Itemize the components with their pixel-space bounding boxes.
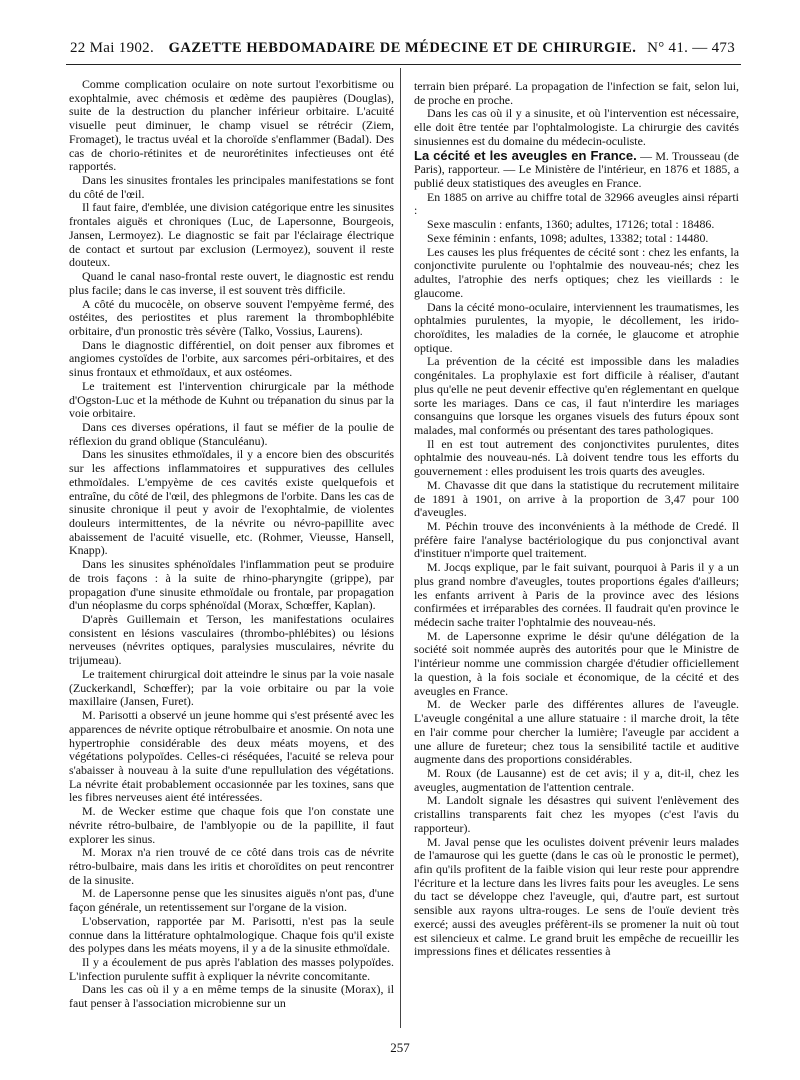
paragraph: M. de Lapersonne pense que les sinusites aiguës n'ont pas, d'une façon générale, un retentissement sur l'organe de la vision. xyxy=(69,886,394,915)
paragraph: M. de Wecker estime que chaque fois que l'on constate une névrite rétro-bulbaire, de l'amblyopie ou de la papillite, il faut explorer les sinus. xyxy=(69,804,394,846)
left-column xyxy=(69,78,394,1011)
paragraph: Les causes les plus fréquentes de cécité sont : chez les enfants, la conjonctivite purulente ou l'ophtalmie des nouveau-nés; chez les adultes, l'atrophie des nerfs optiques; chez les vieillards : le glaucome. xyxy=(414,244,739,300)
paragraph: Il en est tout autrement des conjonctivites purulentes, dites ophtalmie des nouveau-nés. Là doivent tendre tous les efforts du gouvernement : elles produisent les trois quarts des aveugles. xyxy=(414,436,739,479)
paragraph: Sexe masculin : enfants, 1360; adultes, 17126; total : 18486. xyxy=(427,217,715,232)
paragraph: M. Roux (de Lausanne) est de cet avis; il y a, dit-il, chez les aveugles, augmentation de l'attention centrale. xyxy=(414,765,739,794)
header-issue-number: N° 41. — 473 xyxy=(647,40,735,56)
paragraph: M. de Wecker parle des différentes allures de l'aveugle. L'aveugle congénital a une allure statuaire : il marche droit, la tête en l'air comme pour chercher la lumière; l'aveugle par accident a une allure de fureteur; chez tous la sensibilité tactile et auditive augmente dans des proportions considérables. xyxy=(414,697,739,767)
page-number: 257 xyxy=(390,1040,410,1055)
paragraph: Il faut faire, d'emblée, une division catégorique entre les sinusites frontales aiguës et chroniques (Luc, de Lapersonne, Bourgeois, Jansen, Lermoyez). Le diagnostic se fait par l'éclairage électrique de contact et surtout par exclusion (Lermoyez), souvent il reste douteux. xyxy=(69,200,394,270)
paragraph: Le traitement est l'intervention chirurgicale par la méthode d'Ogston-Luc et la méthode de Kuhnt ou trépanation du sinus par la voie orbitaire. xyxy=(69,378,394,421)
paragraph: Dans les cas où il y a sinusite, et où l'intervention est nécessaire, elle doit être tentée par l'ophtalmologiste. La chirurgie des cavités sinusiennes est du domaine du médecin-oculiste. xyxy=(414,106,739,148)
paragraph: En 1885 on arrive au chiffre total de 32966 aveugles ainsi réparti : xyxy=(414,189,739,218)
paragraph: Comme complication oculaire on note surtout l'exorbitisme ou exophtalmie, avec chémosis et œdème des paupières (Douglas), suite de la destruction du plancher inférieur orbitaire. L'acuité visuelle peut diminuer, le champ visuel se rétrécir (Ziem, Fromaget), le tractus uvéal et la choroïde s'enflammer (Badal). Des cas de chorio-rétinites et de neurorétinites infectieuses ont été rapportés. xyxy=(69,77,394,174)
header-journal-title: GAZETTE HEBDOMADAIRE DE MÉDECINE ET DE CHIRURGIE. xyxy=(168,40,637,56)
paragraph: Dans les sinusites sphénoïdales l'inflammation peut se produire de trois façons : à la suite de rhino-pharyngite (grippe), par propagation d'une sinusite ethmoïdale ou frontale, par propagation d'un néoplasme du corps sphénoïdal (Morax, Schœffer, Kaplan). xyxy=(69,557,394,613)
section-title: La cécité et les aveugles en France. xyxy=(414,147,637,163)
paragraph: Sexe féminin : enfants, 1098; adultes, 13382; total : 14480. xyxy=(427,230,709,245)
paragraph: L'observation, rapportée par M. Parisotti, n'est pas la seule connue dans la littérature ophtalmologique. Chaque fois qu'il existe des polypes dans les méats moyens, il y a de la sinusite ethmoïdale. xyxy=(69,913,394,956)
paragraph: terrain bien préparé. La propagation de l'infection se fait, selon lui, de proche en proche. xyxy=(414,79,739,107)
paragraph: M. Chavasse dit que dans la statistique du recrutement militaire de 1891 à 1901, on arrive à la proportion de 3,47 pour 100 d'aveugles. xyxy=(414,477,739,520)
paragraph: D'après Guillemain et Terson, les manifestations oculaires consistent en lésions vasculaires (thrombo-phlébites) ou lésions nerveuses (névrites optiques, paralysies musculaires, névrite du trijumeau). xyxy=(69,612,394,668)
paragraph: Le traitement chirurgical doit atteindre le sinus par la voie nasale (Zuckerkandl, Schœffer); par la voie orbitaire ou par la voie maxillaire (Jansen, Furet). xyxy=(69,666,394,709)
paragraph: Dans le diagnostic différentiel, on doit penser aux fibromes et angiomes cystoïdes de l'orbite, aux sarcomes péri-orbitaires, et des sinus frontaux et ethmoïdaux, et aux ostéomes. xyxy=(69,337,394,380)
paragraph: M. Péchin trouve des inconvénients à la méthode de Credé. Il préfère faire l'analyse bactériologique du pus conjonctival avant d'instituer n'importe quel traitement. xyxy=(414,519,739,561)
paragraph: Dans ces diverses opérations, il faut se méfier de la poulie de réflexion du grand oblique (Stanculéanu). xyxy=(69,419,394,448)
paragraph: Dans les sinusites ethmoïdales, il y a encore bien des obscurités sur les affections inflammatoires et suppuratives des cellules ethmoïdales. L'empyème de ces cavités existe quelquefois et entraîne, du côté de l'œil, des phlegmons de l'orbite. Dans les cas de sinusite chronique il peut y avoir de l'exophtalmie, de violentes douleurs intermittentes, de la névrite ou névro-papillite avec abaissement de l'acuité visuelle, etc. (Rohmer, Vieusse, Hansell, Knapp). xyxy=(69,447,394,558)
paragraph: Quand le canal naso-frontal reste ouvert, le diagnostic est rendu plus facile; dans le cas inverse, il est souvent très difficile. xyxy=(69,269,394,297)
paragraph: M. Landolt signale les désastres qui suivent l'enlèvement des cristallins transparents fait chez les myopes (c'est l'avis du rapporteur). xyxy=(414,793,739,835)
header-rule xyxy=(66,64,741,65)
paragraph: A côté du mucocèle, on observe souvent l'empyème fermé, des ostéites, des periostites et plus rarement la thrombophlébite orbitaire, d'un pronostic très sévère (Talko, Vossius, Laurens). xyxy=(69,296,394,338)
running-header xyxy=(70,40,735,62)
paragraph: M. Morax n'a rien trouvé de ce côté dans trois cas de névrite rétro-bulbaire, mais dans les iritis et choroïdites on peut rencontrer de la sinusite. xyxy=(69,845,394,887)
paragraph: Il y a écoulement de pus après l'ablation des masses polypoïdes. L'infection purulente suffit à expliquer la névrite concomitante. xyxy=(69,955,394,983)
paragraph: Dans la cécité mono-oculaire, interviennent les traumatismes, les ophtalmies purulentes, la myopie, le décollement, les irido-choroïdites, les maladies de la cornée, le glaucome et atrophie optique. xyxy=(414,299,739,355)
paragraph: M. Jocqs explique, par le fait suivant, pourquoi à Paris il y a un plus grand nombre d'aveugles, toutes proportions égales d'ailleurs; les enfants arrivent à Paris de la province avec des lésions confirmées et irréparables des cornées. Il faudrait qu'en province le médecin sache traiter l'ophtalmie des nouveau-nés. xyxy=(414,560,739,630)
column-separator xyxy=(400,68,401,1028)
paragraph: Dans les cas où il y a en même temps de la sinusite (Morax), il faut penser à l'association microbienne sur un xyxy=(69,982,394,1011)
section-byline: — M. Trousseau (de Paris), rapporteur. — Le Ministère de l'intérieur, en 1876 et 1885, a publié deux statistiques des aveugles en France. xyxy=(414,148,740,191)
paragraph: M. Parisotti a observé un jeune homme qui s'est présenté avec les apparences de névrite optique rétrobulbaire et anosmie. On nota une hypertrophie considérable des deux méats moyens, et des végétations polypoïdes. Celles-ci réséquées, l'acuité se releva pour s'abaisser à nouveau à la suite d'une repullulation des végétations. La névrite était probablement occasionnée par les toxines, sans que les fibres nerveuses aient été intéressées. xyxy=(69,708,394,805)
right-column xyxy=(414,80,739,959)
header-date: 22 Mai 1902. xyxy=(70,40,155,56)
paragraph: M. de Lapersonne exprime le désir qu'une délégation de la société soit nommée auprès des autorités pour que le Ministre de l'intérieur nomme une commission chargée d'étudier officiellement la question, à la fois sociale et économique, de la cécité et des aveugles en France. xyxy=(414,628,739,698)
paragraph: Dans les sinusites frontales les principales manifestations se font du côté de l'œil. xyxy=(69,173,394,201)
paragraph: M. Javal pense que les oculistes doivent prévenir leurs malades de l'amaurose qui les guette (dans le cas où le pronostic le permet), afin qu'ils profitent de la faible vision qui leur reste pour apprendre l'écriture et la lecture dans les livres faits pour les aveugles. Le sens du tact se développe chez l'aveugle, qui, d'autre part, est surtout sensible aux rayons ultra-rouges. Le sens de l'ouïe devient très exercé; aussi des aveugles préfèrent-ils se promener la nuit où tout est silencieux et calme. Le grand bruit les empêche de recueillir les impressions fines et délicates ressenties à xyxy=(414,834,739,959)
paragraph: La prévention de la cécité est impossible dans les maladies congénitales. La prophylaxie est fort difficile à réaliser, d'autant plus qu'elle ne peut devenir effective qu'en réglementant en quelque sorte les mariages. Dans ce cas, il faut n'interdire les mariages consanguins que lorsque les organes visuels des futurs époux sont malades, mal conformés ou présentant des tares pathologiques. xyxy=(414,354,739,437)
